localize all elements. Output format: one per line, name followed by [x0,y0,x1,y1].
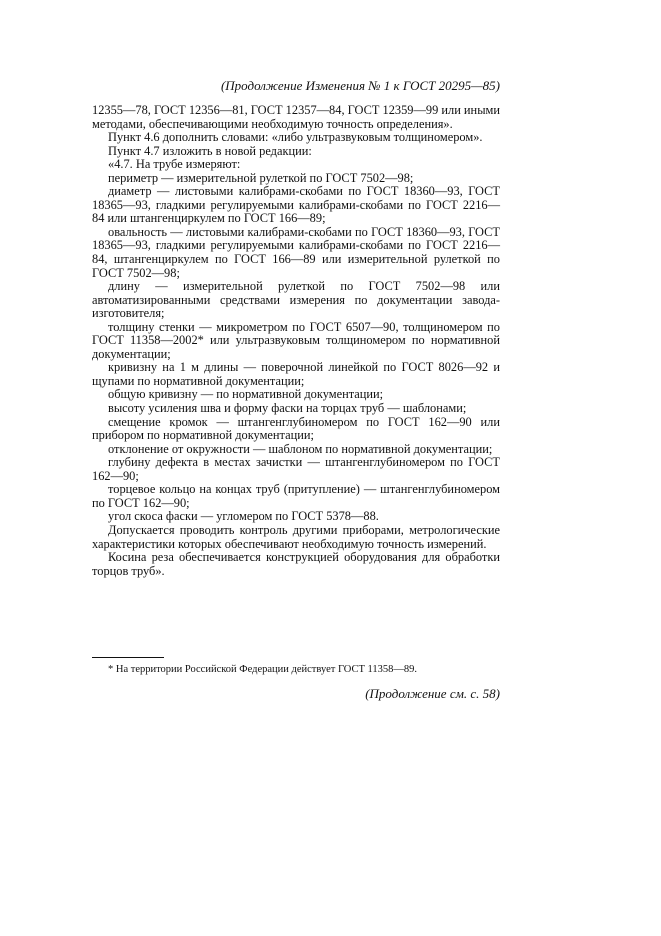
paragraph: торцевое кольцо на концах труб (притупление) — штангенглубиномером по ГОСТ 162—90; [92,482,500,510]
paragraph: общую кривизну — по нормативной документации; [108,387,384,402]
paragraph: «4.7. На трубе измеряют: [108,157,241,172]
paragraph: кривизну на 1 м длины — поверочной линейкой по ГОСТ 8026—92 и щупами по нормативной документации; [92,360,500,388]
document-body [92,104,500,578]
paragraph: длину — измерительной рулеткой по ГОСТ 7502—98 или автоматизированными средствами измерения по документации завода-изготовителя; [92,279,500,321]
paragraph: периметр — измерительной рулеткой по ГОСТ 7502—98; [108,170,414,185]
paragraph: высоту усиления шва и форму фаски на торцах труб — шаблонами; [108,401,467,416]
paragraph: глубину дефекта в местах зачистки — штангенглубиномером по ГОСТ 162—90; [92,455,500,483]
paragraph: Допускается проводить контроль другими приборами, метрологические характеристики которых обеспечивают необходимую точность измерений. [92,522,500,551]
paragraph: толщину стенки — микрометром по ГОСТ 6507—90, толщиномером по ГОСТ 11358—2002* или ультразвуковым толщиномером по нормативной документации; [92,319,500,361]
paragraph: овальность — листовыми калибрами-скобами по ГОСТ 18360—93, ГОСТ 18365—93, гладкими регулируемыми калибрами-скобами по ГОСТ 2216—84, штангенциркулем по ГОСТ 166—89 или измерительной рулеткой по ГОСТ 7502—98; [92,224,500,280]
paragraph: Пункт 4.7 изложить в новой редакции: [108,143,312,158]
paragraph: отклонение от окружности — шаблоном по нормативной документации; [108,441,493,456]
page-footer: (Продолжение см. с. 58) [365,686,500,701]
paragraph: Косина реза обеспечивается конструкцией оборудования для обработки торцов труб». [92,550,500,578]
paragraph: смещение кромок — штангенглубиномером по ГОСТ 162—90 или прибором по нормативной документации; [92,414,500,443]
paragraph: Пункт 4.6 дополнить словами: «либо ультразвуковым толщиномером». [108,130,483,145]
footnote: * На территории Российской Федерации действует ГОСТ 11358—89. [108,664,418,675]
paragraph: 12355—78, ГОСТ 12356—81, ГОСТ 12357—84, ГОСТ 12359—99 или иными методами, обеспечивающими необходимую точность определения». [92,103,500,131]
paragraph: диаметр — листовыми калибрами-скобами по ГОСТ 18360—93, ГОСТ 18365—93, гладкими регулируемыми калибрами-скобами по ГОСТ 2216—84 или штангенциркулем по ГОСТ 166—89; [92,184,500,226]
footnote-divider [92,657,164,658]
paragraph: угол скоса фаски — угломером по ГОСТ 5378—88. [108,509,379,524]
page-header: (Продолжение Изменения № 1 к ГОСТ 20295—85) [220,78,500,93]
